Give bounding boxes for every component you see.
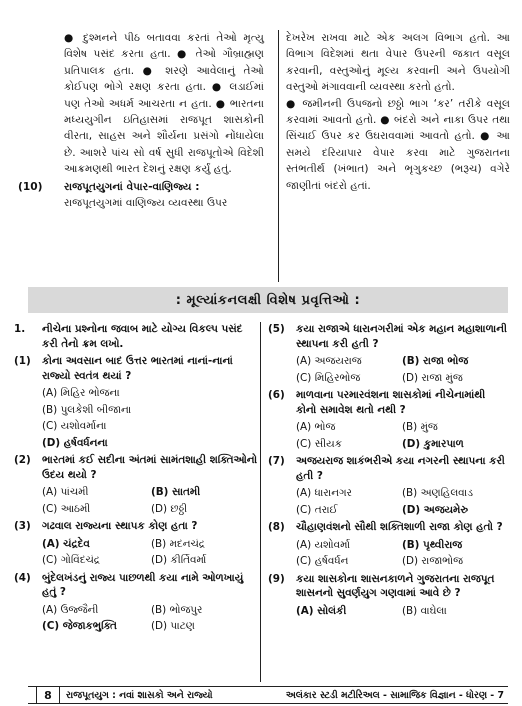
option-label: (B) — [402, 538, 420, 551]
option-label: (C) — [42, 620, 60, 632]
question-item — [268, 572, 508, 619]
option — [42, 502, 151, 517]
option-text: ભોજ — [314, 421, 336, 433]
option — [402, 554, 508, 569]
question-text: બુંદેલખંડનું રાજ્ય પાછળથી કયા નામે ઓળખાયું હતું ? — [42, 571, 244, 598]
option-label: (B) — [402, 487, 418, 499]
question-text: કયા રાજાએ ધારાનગરીમાં એક મહાન મહાશાળાની સ્થાપના કરી હતી ? — [296, 323, 507, 350]
questions-right-column — [268, 322, 508, 621]
option-label: (D) — [151, 620, 168, 632]
option-label: (B) — [402, 355, 420, 367]
option-label: (B) — [402, 604, 418, 617]
correct-option — [402, 503, 508, 518]
option-text: પૃથ્વીરાજ — [423, 538, 463, 551]
option-text: મુંજ — [420, 421, 438, 433]
activity-banner: : મૂલ્યાંકનલક્ષી વિશેષ પ્રવૃત્તિઓ : — [28, 287, 508, 313]
option — [151, 537, 260, 552]
option-text: મિહિર ભોજના — [60, 387, 120, 399]
option-text: અજયરાજ — [314, 355, 362, 367]
option-text: તરાઈ — [314, 503, 338, 516]
option-text: સોલંકી — [317, 604, 347, 617]
option-text: અજયમેરુ — [423, 503, 469, 516]
option-label: (D) — [402, 371, 419, 384]
top-text-block — [18, 30, 510, 282]
question-item — [268, 388, 508, 451]
correct-option — [402, 354, 508, 369]
correct-option — [402, 437, 508, 452]
option — [296, 437, 402, 452]
option-text: જેજાકભુક્તિ — [62, 620, 117, 632]
trade-section-text: રાજપૂતયુગમાં વાણિજ્ય વ્યવસ્થા ઉપર — [64, 197, 228, 210]
option-label: (C) — [296, 555, 312, 567]
option-text: ભોજપુર — [169, 603, 203, 616]
question-text: નીચેના પ્રશ્નોના જવાબ માટે યોગ્ય વિકલ્પ પસંદ કરી તેનો ક્રમ લખો. — [42, 323, 243, 350]
question-item — [14, 453, 260, 516]
question-item — [268, 322, 508, 385]
option-label: (D) — [42, 436, 61, 449]
question-number: (6) — [268, 389, 285, 401]
option-text: મિહિરભોજ — [314, 371, 361, 384]
option-label: (B) — [402, 421, 418, 433]
tax-ports-paragraph: ● જમીનની ઉપજનો છઠ્ઠો ભાગ ‘કર’ તરીકે વસૂલ કરવામાં આવતો હતો. ● બંદરો અને નાકા ઉપર તથા સિંચાઈ ઉપર કર ઉઘરાવવામાં આવતો હતો. ● આ સમયે દરિયાપાર વેપાર કરવા માટે ગુજરાતના સ્તંભતીર્થ (ખંભાત) અને ભૃગુકચ્છ (ભરૂચ) વગેરે જાણીતાં બંદરો હતાં. — [286, 97, 510, 192]
option-label: (A) — [296, 487, 312, 499]
question-text: ગઢવાલ રાજ્યના સ્થાપક કોણ હતા ? — [42, 520, 198, 532]
option-text: ઉજ્જૈની — [60, 603, 99, 616]
option-label: (D) — [402, 555, 419, 567]
option-label: (A) — [42, 603, 58, 616]
option-label: (A) — [42, 387, 58, 399]
option — [402, 604, 508, 619]
option-text: હર્ષવર્ધન — [314, 555, 349, 567]
question-number: (1) — [14, 355, 31, 367]
question-item — [14, 571, 260, 634]
options-grid — [296, 538, 508, 569]
option-label: (B) — [151, 603, 167, 616]
option-label: (C) — [42, 420, 58, 432]
option-text: સાતમી — [172, 486, 201, 498]
question-text: કોના અવસાન બાદ ઉત્તર ભારતમાં નાનાં-નાનાં રાજ્યો સ્વતંત્ર થયાં ? — [42, 355, 233, 382]
question-item — [14, 322, 260, 351]
option-text: છઠ્ઠી — [170, 502, 188, 515]
correct-option — [42, 619, 151, 634]
option-text: વાઘેલા — [420, 604, 447, 617]
option-text: અણહિલવાડ — [420, 487, 473, 499]
option — [402, 420, 508, 435]
correct-option — [151, 485, 260, 500]
option-text: મદનચંદ્ર — [169, 537, 205, 550]
rajput-qualities-paragraph: ● દુશ્મનને પીઠ બતાવવા કરતાં તેઓ મૃત્યુ વિશેષ પસંદ કરતા હતા. ● તેઓ ગૌબ્રાહ્મણ પ્રતિપાલક હતા. ● શરણે આવેલાનું તેઓ કોઈપણ ભોગે રક્ષણ કરતા હતા. ● લડાઈમાં પણ તેઓ અધર્મ આચરતા ન હતા. ● ભારતના મધ્યયુગીન ઇતિહાસમાં રાજપૂત શાસકોની વીરતા, સાહસ અને શૌર્યના પ્રસંગો નોંધાયેલા છે. આશરે પાંચ સો વર્ષ સુધી રાજપૂતોએ વિદેશી આક્રમણથી ભારત દેશનું રક્ષણ કર્યું હતું. — [64, 32, 264, 176]
options-grid — [42, 485, 260, 516]
correct-option — [402, 538, 508, 553]
option-text: કુમારપાળ — [423, 437, 464, 450]
option — [151, 553, 260, 568]
question-text: માળવાના પરમારવંશના શાસકોમાં નીચેનામાંથી કોનો સમાવેશ થતો નથી ? — [296, 389, 486, 416]
option-text: ગોવિંદચંદ્ર — [60, 554, 100, 566]
option-text: રાજા ભોજ — [423, 355, 469, 367]
option — [42, 485, 151, 500]
correct-option — [296, 604, 402, 619]
option-label: (B) — [42, 403, 58, 416]
option-label: (A) — [296, 355, 312, 367]
option-text: યશોવર્મા — [314, 538, 351, 551]
option — [296, 420, 402, 435]
options-grid — [296, 354, 508, 385]
options-grid — [296, 486, 508, 517]
question-text: અજયરાજ શાકંભરીએ કયા નગરની સ્થાપના કરી હતી ? — [296, 455, 505, 482]
question-number: (3) — [14, 520, 31, 532]
question-item — [268, 454, 508, 517]
correct-option — [42, 436, 260, 451]
option-label: (C) — [296, 437, 312, 450]
option-text: સીયક — [314, 437, 342, 450]
options-grid — [42, 386, 260, 450]
option — [42, 419, 260, 434]
option — [402, 371, 508, 386]
question-text: ભારતમાં કઈ સદીના અંતમાં સામંતશાહી શક્તિઓનો ઉદય થયો ? — [42, 454, 258, 481]
option-text: ચંદ્રદેવ — [63, 537, 90, 550]
top-left-column — [18, 30, 264, 211]
option-label: (A) — [296, 604, 314, 617]
option-label: (B) — [151, 537, 167, 550]
option-text: યશોવર્માના — [60, 420, 107, 432]
questions-left-column — [14, 322, 260, 637]
question-number: (7) — [268, 455, 285, 467]
page-number: 8 — [36, 687, 60, 703]
option-label: (C) — [42, 554, 58, 566]
option-text: હર્ષવર્ધનના — [63, 436, 108, 449]
option — [296, 503, 402, 518]
option — [402, 486, 508, 501]
trade-department-paragraph: દેખરેખ રાખવા માટે એક અલગ વિભાગ હતો. આ વિભાગ વિદેશમાં થતા વેપાર ઉપરની જકાત વસૂલ કરવાની, વસ્તુઓનું મૂલ્ય કરવાની અને ઉપયોગી વસ્તુઓ મંગાવવાની વ્યવસ્થા કરતો હતો. — [286, 32, 510, 94]
option — [42, 403, 260, 418]
option-label: (A) — [42, 537, 60, 550]
option — [151, 619, 260, 634]
option-label: (D) — [402, 503, 421, 516]
question-number: (2) — [14, 454, 31, 466]
option — [42, 603, 151, 618]
option-label: (D) — [151, 554, 168, 566]
question-number: (8) — [268, 521, 285, 533]
options-grid — [42, 603, 260, 634]
top-right-column — [278, 30, 510, 194]
question-item — [14, 354, 260, 450]
option-label: (D) — [402, 437, 421, 450]
option — [296, 371, 402, 386]
option-label: (A) — [296, 421, 312, 433]
questions-column-divider — [260, 322, 261, 682]
option-text: પુલકેશી બીજાના — [60, 403, 132, 416]
option-text: રાજા મુંજ — [421, 371, 463, 384]
option — [296, 354, 402, 369]
question-number: (9) — [268, 572, 285, 585]
option — [42, 386, 260, 401]
question-item — [268, 520, 508, 569]
option-label: (C) — [42, 502, 58, 515]
footer-chapter-title: રાજપૂતયુગ : નવાં શાસકો અને રાજ્યો — [66, 689, 213, 701]
option-label: (A) — [296, 538, 312, 551]
question-item — [14, 519, 260, 568]
option-text: પાંચમી — [60, 486, 89, 498]
option — [296, 486, 402, 501]
option-text: રાજાભોજ — [421, 555, 463, 567]
options-grid — [42, 537, 260, 568]
option-text: આઠમી — [60, 502, 91, 515]
question-number: 1. — [14, 323, 26, 335]
correct-option — [42, 537, 151, 552]
option-label: (C) — [296, 371, 312, 384]
option-text: કીર્તિવર્મા — [170, 554, 207, 566]
options-grid — [296, 420, 508, 451]
option-text: પાટણ — [170, 620, 195, 632]
options-grid — [296, 604, 508, 619]
option — [296, 538, 402, 553]
question-text: ચૌહાણવંશનો સૌથી શક્તિશાળી રાજા કોણ હતો ? — [296, 521, 503, 533]
option — [42, 553, 151, 568]
question-number: (5) — [268, 323, 285, 335]
option-label: (D) — [151, 502, 168, 515]
option-text: ધારાનગર — [314, 487, 352, 499]
section-title: રાજપૂતયુગનાં વેપાર-વાણિજ્ય : — [64, 180, 200, 193]
trade-section-heading — [18, 179, 264, 195]
footer-book-title: અલંકાર સ્ટડી મટીરિઅલ - સામાજિક વિજ્ઞાન - ધોરણ - 7 — [285, 689, 504, 701]
section-number: (10) — [18, 180, 43, 193]
option — [151, 603, 260, 618]
option — [151, 502, 260, 517]
option-label: (A) — [42, 486, 58, 498]
question-number: (4) — [14, 571, 31, 584]
option-label: (B) — [151, 486, 169, 498]
option — [296, 554, 402, 569]
option-label: (C) — [296, 503, 312, 516]
question-text: કયા શાસકોના શાસનકાળને ગુજરાતના રાજપૂત શાસનનો સુવર્ણયુગ ગણવામાં આવે છે ? — [296, 572, 495, 599]
page-footer — [28, 686, 508, 704]
